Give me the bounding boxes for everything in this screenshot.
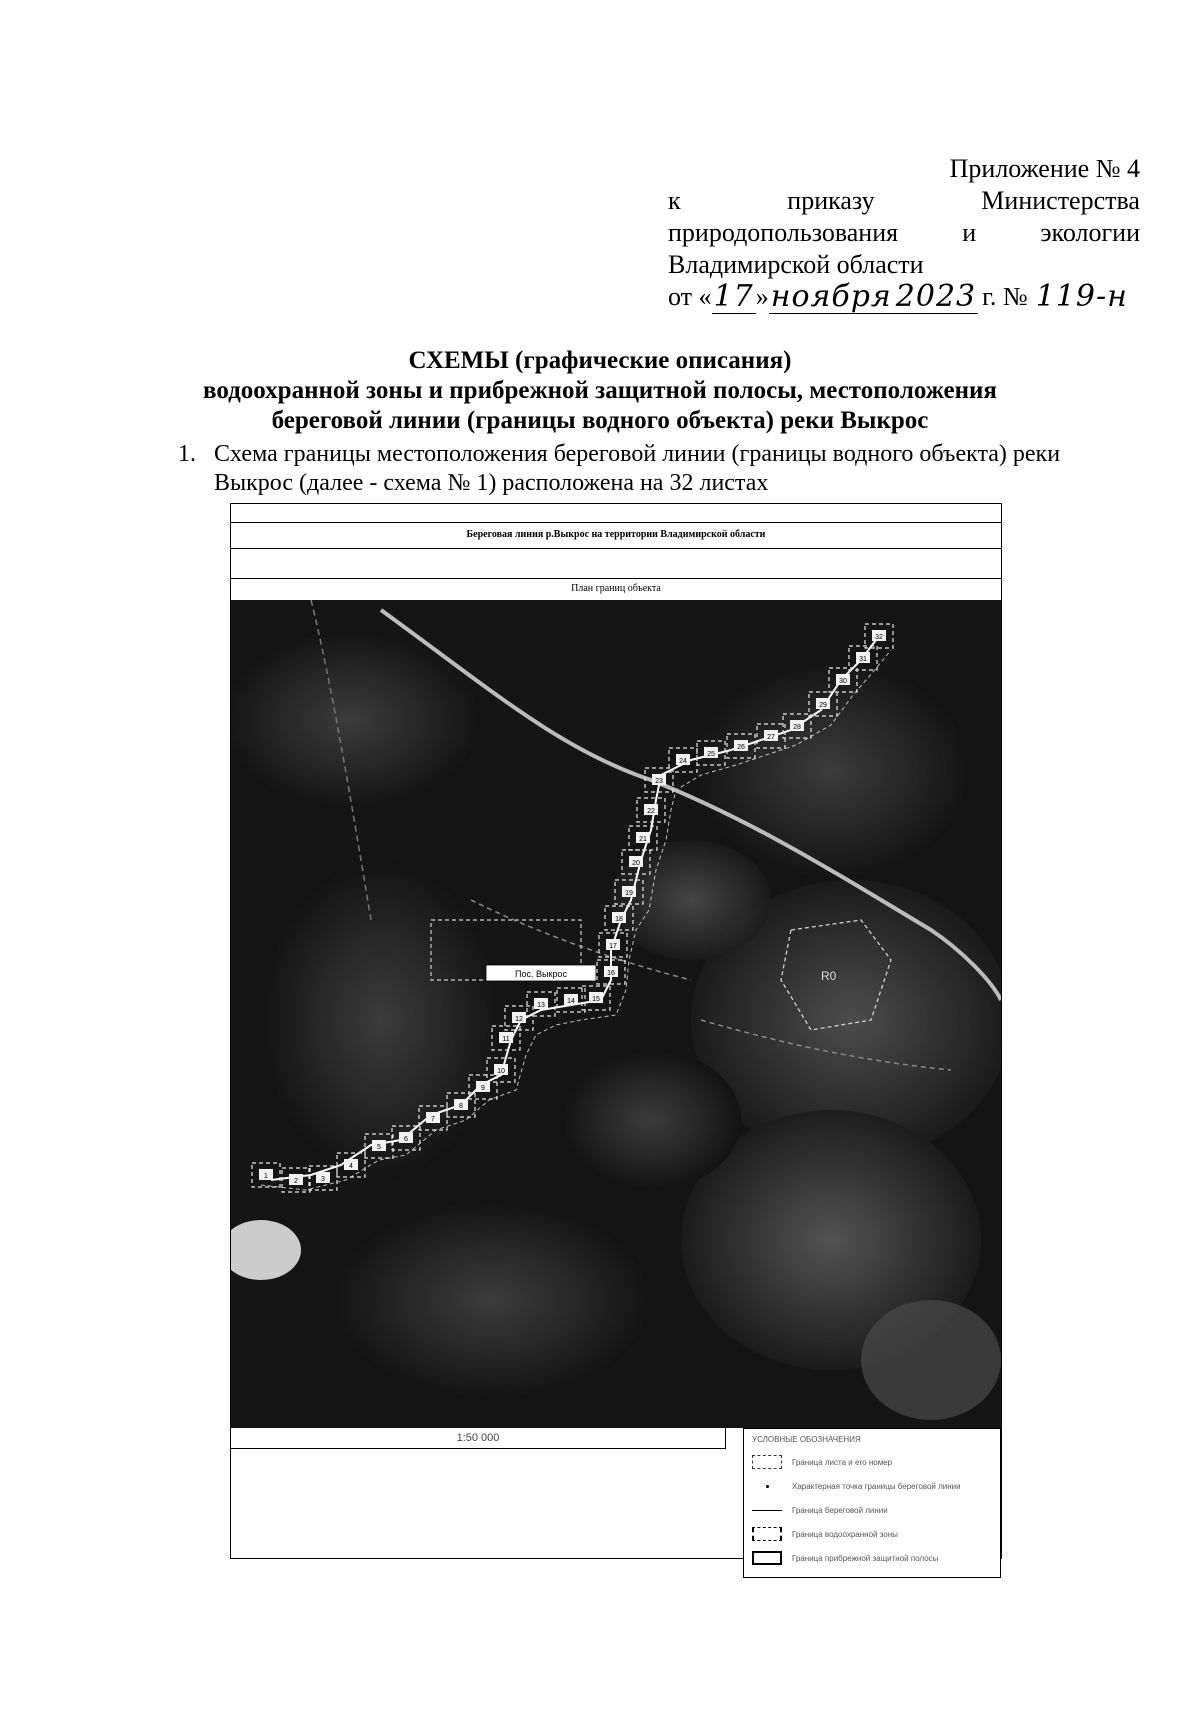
sheet-number-label: 28 [793,724,801,731]
date-day: 17 [713,279,754,314]
appendix-word-prikazu: приказу [787,186,875,215]
legend-item-strip [744,1546,1000,1570]
sheet-header: Береговая линия р.Выкрос на территории Владимирской области [231,522,1001,549]
list-item [178,440,1098,498]
appendix-word-ecology: экологии [1040,218,1140,247]
sheet-number-label: 29 [819,702,827,709]
sheet-number-label: 9 [481,1085,485,1092]
sheet-number-label: 30 [839,678,847,685]
solid-line-icon [752,1503,782,1511]
date-prefix: от « [668,282,712,311]
plan-label: План границ объекта [231,578,1001,601]
sheet-number-label: 14 [567,998,575,1005]
sheet-number-label: 24 [679,758,687,765]
point-icon [752,1479,782,1493]
dashed-box-icon [752,1455,782,1469]
sheet-blank-row [231,548,1001,579]
sheet-number-label: 3 [321,1176,325,1183]
title-line-2: водоохранной зоны и прибрежной защитной полосы, местоположения [203,377,997,404]
map-graphic [231,600,1001,1428]
sheet-number-label: 13 [537,1002,545,1009]
list-item-number: 1. [178,441,196,467]
appendix-line-2 [668,185,1140,217]
appendix-header [668,153,1140,314]
sheet-number-label: 19 [625,890,633,897]
appendix-line-3 [668,217,1140,249]
date-year: 2023 [895,279,977,314]
sheet-number-label: 6 [404,1136,408,1143]
satellite-map[interactable] [231,600,1001,1428]
map-place-label: Пос. Выкрос [515,969,567,979]
sheet-number-label: 26 [737,744,745,751]
svg-text:R0: R0 [821,969,837,983]
sheet-number-label: 21 [639,836,647,843]
legend-label: Характерная точка границы береговой линии [792,1481,961,1491]
date-mid: » [755,282,769,311]
dash-box-icon [752,1527,782,1541]
appendix-title: Приложение № 4 [949,154,1140,183]
appendix-word-k: к [668,186,681,215]
sheet-number-label: 12 [515,1016,523,1023]
sheet-number-label: 10 [497,1068,505,1075]
legend-label: Граница береговой линии [792,1505,888,1515]
legend-title: УСЛОВНЫЕ ОБОЗНАЧЕНИЯ [752,1435,861,1444]
sheet-number-label: 31 [859,656,867,663]
sheet-number-label: 16 [607,970,615,977]
document-title [0,346,1200,436]
appendix-date-line [668,281,1140,314]
legend-item-point [744,1474,1000,1498]
appendix-word-nature: природопользования [668,218,899,247]
appendix-word-ministry: Министерства [981,186,1140,215]
sheet-number-label: 2 [294,1178,298,1185]
sheet-number-label: 4 [349,1163,353,1170]
solid-box-icon [752,1551,782,1565]
map-scale: 1:50 000 [231,1428,726,1449]
sheet-top-row [231,504,1001,523]
scheme-sheet [230,503,1002,1563]
legend-item-water-zone [744,1522,1000,1546]
legend-label: Граница водоохранной зоны [792,1529,898,1539]
sheet-number-label: 11 [502,1036,510,1043]
legend-item-sheet [744,1450,1000,1474]
sheet-number-label: 1 [264,1173,268,1180]
sheet-number-label: 27 [767,734,775,741]
date-month: ноября [770,279,892,314]
appendix-word-and: и [962,218,977,247]
sheet-number-label: 32 [875,634,883,641]
sheet-number-label: 20 [632,860,640,867]
sheet-number-label: 5 [377,1144,381,1151]
sheet-number-label: 25 [707,751,715,758]
legend-label: Граница листа и его номер [792,1457,893,1467]
list-item-text: Схема границы местоположения береговой линии (границы водного объекта) реки Выкрос (далее - схема № 1) расположена на 32 листах [214,441,1061,496]
sheet-number-label: 15 [592,996,600,1003]
title-line-3: береговой линии (границы водного объекта) реки Выкрос [271,407,929,434]
order-number: 119-н [1035,279,1128,314]
title-line-1: СХЕМЫ (графические описания) [408,347,792,374]
map-legend [743,1428,1001,1578]
number-prefix: г. № [982,282,1028,311]
sheet-number-label: 17 [609,943,617,950]
sheet-number-label: 8 [459,1103,463,1110]
sheet-number-label: 7 [431,1116,435,1123]
sheet-number-label: 18 [615,916,623,923]
legend-label: Граница прибрежной защитной полосы [792,1553,939,1563]
appendix-region: Владимирской области [668,250,924,279]
sheet-number-label: 23 [655,778,663,785]
sheet-number-label: 22 [647,808,655,815]
legend-item-shoreline [744,1498,1000,1522]
